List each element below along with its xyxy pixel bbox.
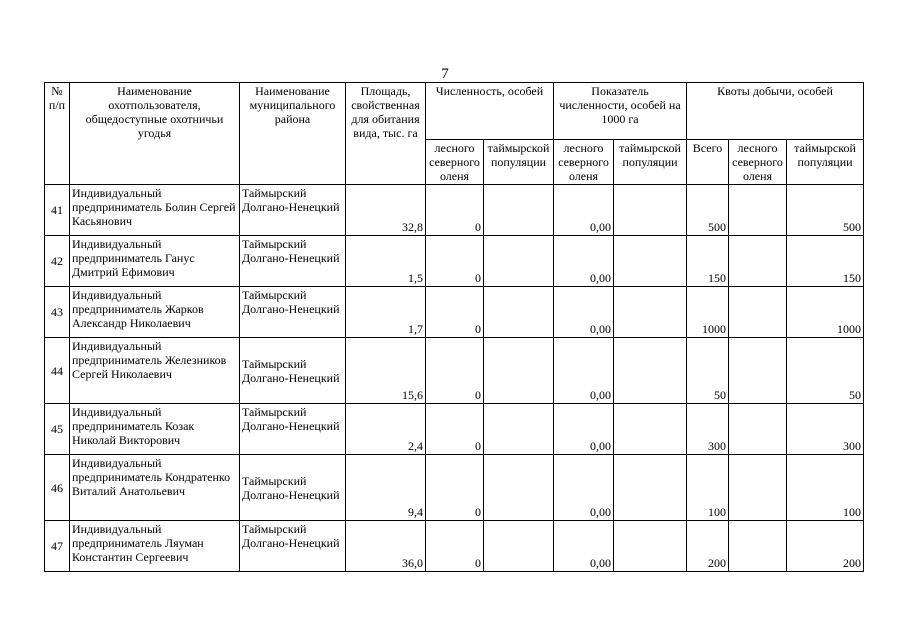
row-quota-total: 150	[687, 236, 729, 287]
quota-table	[44, 82, 864, 572]
row-user: Индивидуальный предприниматель Ганус Дмитрий Ефимович	[70, 236, 240, 287]
row-count-taimyr	[484, 185, 554, 236]
row-density-forest: 0,00	[554, 455, 614, 521]
row-district: Таймырский Долгано-Ненецкий	[240, 404, 346, 455]
row-quota-taimyr: 100	[787, 455, 864, 521]
table-row	[45, 404, 864, 455]
row-quota-forest	[729, 236, 787, 287]
row-quota-taimyr: 300	[787, 404, 864, 455]
row-area: 1,5	[346, 236, 426, 287]
row-user: Индивидуальный предприниматель Козак Николай Викторович	[70, 404, 240, 455]
row-density-taimyr	[614, 338, 687, 404]
table-row	[45, 287, 864, 338]
row-user: Индивидуальный предприниматель Жарков Александр Николаевич	[70, 287, 240, 338]
row-count-forest: 0	[426, 185, 484, 236]
row-quota-taimyr: 500	[787, 185, 864, 236]
row-area: 32,8	[346, 185, 426, 236]
row-density-taimyr	[614, 455, 687, 521]
row-count-forest: 0	[426, 236, 484, 287]
row-quota-total: 500	[687, 185, 729, 236]
row-density-forest: 0,00	[554, 236, 614, 287]
table-row	[45, 455, 864, 521]
header-count: Численность, особей	[426, 83, 554, 140]
row-density-forest: 0,00	[554, 185, 614, 236]
row-district: Таймырский Долгано-Ненецкий	[240, 185, 346, 236]
row-user: Индивидуальный предприниматель Ляуман Константин Сергеевич	[70, 521, 240, 572]
header-quota: Квоты добычи, особей	[687, 83, 864, 140]
header-row	[45, 83, 864, 140]
row-count-taimyr	[484, 236, 554, 287]
row-area: 36,0	[346, 521, 426, 572]
row-count-forest: 0	[426, 521, 484, 572]
row-quota-forest	[729, 185, 787, 236]
subheader-density-taimyr: таймырской популяции	[614, 140, 687, 185]
row-user: Индивидуальный предприниматель Болин Сергей Касьянович	[70, 185, 240, 236]
row-count-taimyr	[484, 455, 554, 521]
row-count-taimyr	[484, 338, 554, 404]
row-count-taimyr	[484, 521, 554, 572]
row-area: 9,4	[346, 455, 426, 521]
table-row	[45, 185, 864, 236]
row-count-forest: 0	[426, 404, 484, 455]
row-user: Индивидуальный предприниматель Железников Сергей Николаевич	[70, 338, 240, 404]
subheader-count-taimyr: таймырской популяции	[484, 140, 554, 185]
row-density-taimyr	[614, 236, 687, 287]
row-area: 15,6	[346, 338, 426, 404]
row-area: 1,7	[346, 287, 426, 338]
row-quota-forest	[729, 455, 787, 521]
page-number: 7	[441, 66, 449, 82]
header-num: № п/п	[45, 83, 70, 185]
row-count-taimyr	[484, 287, 554, 338]
row-num: 43	[45, 287, 70, 338]
row-num: 46	[45, 455, 70, 521]
header-district: Наименование муниципального района	[240, 83, 346, 185]
row-count-forest: 0	[426, 338, 484, 404]
row-quota-total: 100	[687, 455, 729, 521]
row-district: Таймырский Долгано-Ненецкий	[240, 338, 346, 404]
row-quota-forest	[729, 521, 787, 572]
row-area: 2,4	[346, 404, 426, 455]
row-district: Таймырский Долгано-Ненецкий	[240, 521, 346, 572]
table-row	[45, 521, 864, 572]
row-density-taimyr	[614, 287, 687, 338]
row-district: Таймырский Долгано-Ненецкий	[240, 236, 346, 287]
row-district: Таймырский Долгано-Ненецкий	[240, 455, 346, 521]
table-row	[45, 236, 864, 287]
row-quota-taimyr: 1000	[787, 287, 864, 338]
row-num: 47	[45, 521, 70, 572]
row-count-taimyr	[484, 404, 554, 455]
row-quota-forest	[729, 287, 787, 338]
row-quota-total: 200	[687, 521, 729, 572]
row-density-taimyr	[614, 521, 687, 572]
row-density-taimyr	[614, 404, 687, 455]
row-user: Индивидуальный предприниматель Кондратенко Виталий Анатольевич	[70, 455, 240, 521]
subheader-quota-total: Всего	[687, 140, 729, 185]
row-district: Таймырский Долгано-Ненецкий	[240, 287, 346, 338]
row-quota-forest	[729, 404, 787, 455]
row-quota-total: 1000	[687, 287, 729, 338]
row-quota-forest	[729, 338, 787, 404]
subheader-count-forest: лесного северного оленя	[426, 140, 484, 185]
row-num: 42	[45, 236, 70, 287]
row-count-forest: 0	[426, 287, 484, 338]
subheader-density-forest: лесного северного оленя	[554, 140, 614, 185]
row-density-forest: 0,00	[554, 287, 614, 338]
row-quota-total: 50	[687, 338, 729, 404]
row-quota-total: 300	[687, 404, 729, 455]
subheader-quota-forest: лесного северного оленя	[729, 140, 787, 185]
row-density-taimyr	[614, 185, 687, 236]
row-quota-taimyr: 150	[787, 236, 864, 287]
row-density-forest: 0,00	[554, 521, 614, 572]
row-quota-taimyr: 200	[787, 521, 864, 572]
row-density-forest: 0,00	[554, 404, 614, 455]
row-num: 45	[45, 404, 70, 455]
subheader-quota-taimyr: таймырской популяции	[787, 140, 864, 185]
table-row	[45, 338, 864, 404]
row-density-forest: 0,00	[554, 338, 614, 404]
header-density: Показатель численности, особей на 1000 га	[554, 83, 687, 140]
header-area: Площадь, свойственная для обитания вида, тыс. га	[346, 83, 426, 185]
row-num: 44	[45, 338, 70, 404]
row-quota-taimyr: 50	[787, 338, 864, 404]
header-user: Наименование охотпользователя, общедоступные охотничьи угодья	[70, 83, 240, 185]
row-count-forest: 0	[426, 455, 484, 521]
row-num: 41	[45, 185, 70, 236]
